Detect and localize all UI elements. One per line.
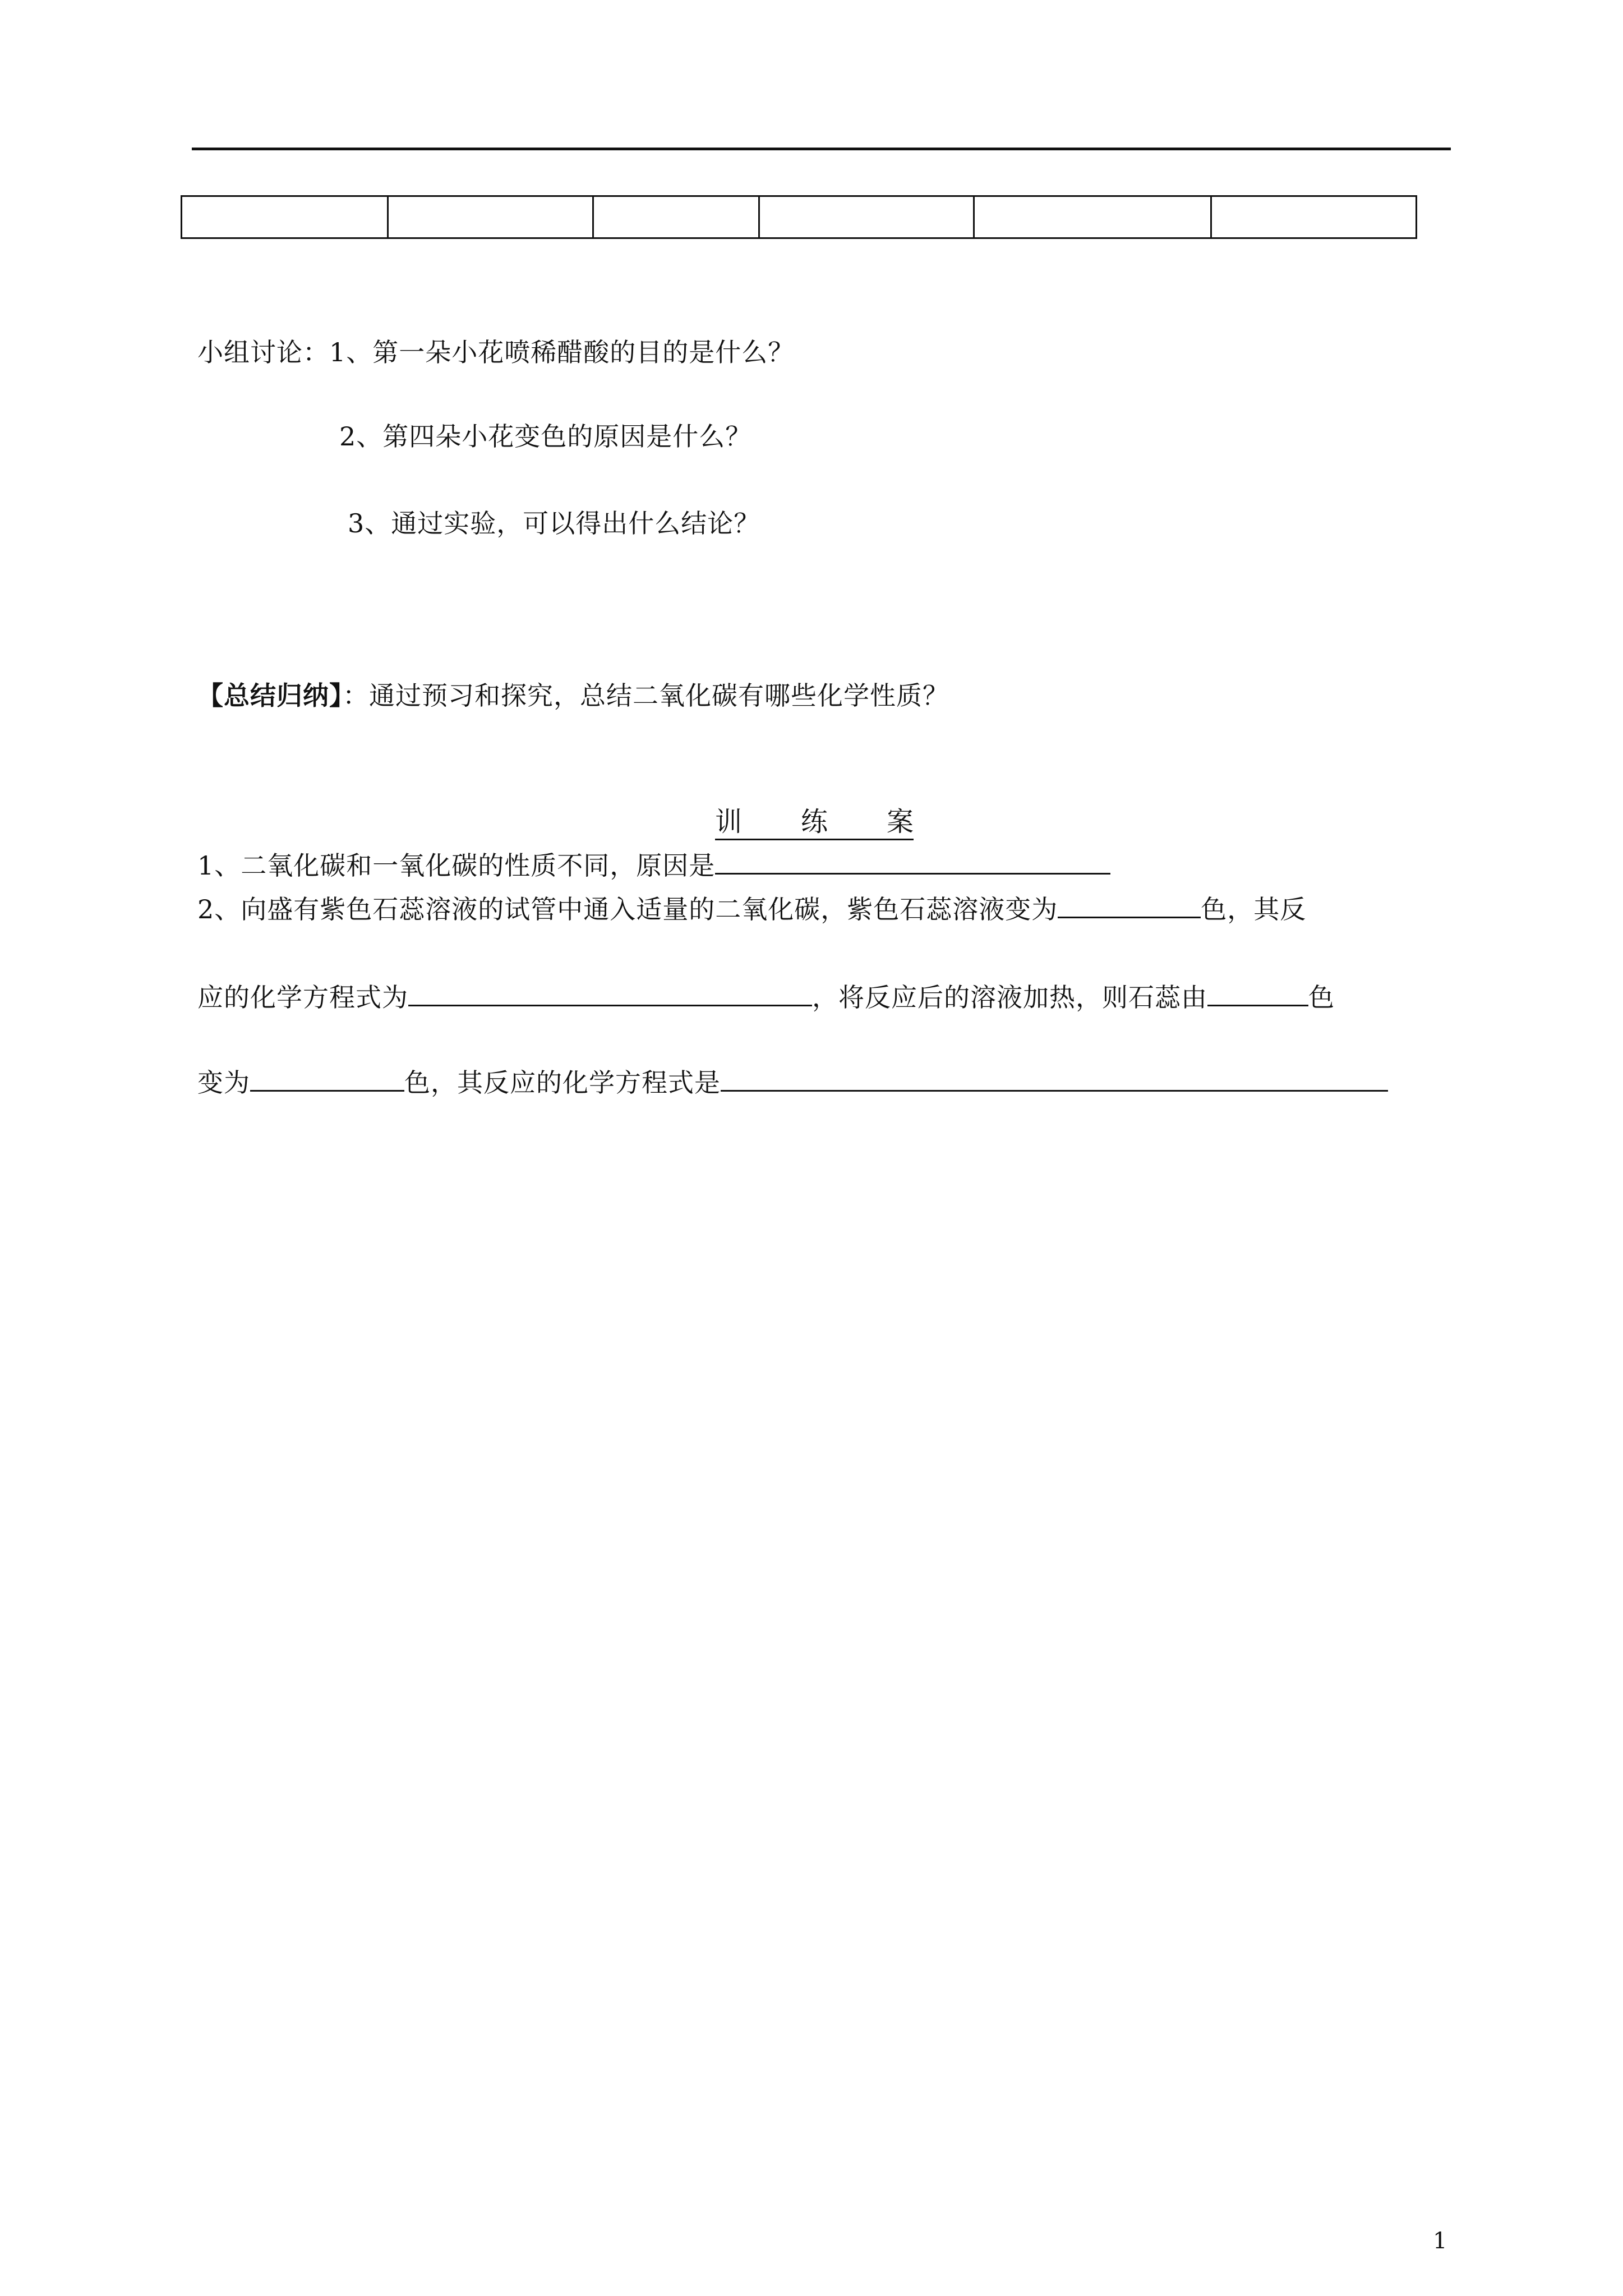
answer-blank[interactable] — [250, 1064, 404, 1092]
discussion-question-3: 3、通过实验，可以得出什么结论？ — [348, 508, 760, 539]
answer-blank[interactable] — [408, 979, 812, 1006]
discussion-question-1 — [197, 335, 794, 369]
page-number: 1 — [1433, 2228, 1447, 2254]
table-cell — [974, 196, 1211, 238]
item2-part7: 色，其反应的化学方程式是 — [404, 1068, 721, 1098]
discussion-question-2: 2、第四朵小花变色的原因是什么？ — [339, 421, 752, 452]
training-item-1 — [197, 847, 1110, 882]
answer-blank[interactable] — [1207, 979, 1308, 1006]
item2-part3: 应的化学方程式为 — [197, 982, 408, 1013]
training-item-2-line-1 — [197, 891, 1306, 926]
table-cell — [182, 196, 388, 238]
table-cell — [759, 196, 974, 238]
header-rule — [192, 148, 1451, 150]
discussion-q1-text: 1、第一朵小花喷稀醋酸的目的是什么？ — [329, 337, 795, 367]
training-title-char: 练 — [801, 806, 828, 838]
item2-part2: 色，其反 — [1201, 894, 1307, 924]
item2-part6: 变为 — [197, 1068, 250, 1098]
summary-line — [197, 679, 949, 712]
item1-text: 1、二氧化碳和一氧化碳的性质不同，原因是 — [197, 850, 716, 881]
item2-part1: 2、向盛有紫色石蕊溶液的试管中通入适量的二氧化碳，紫色石蕊溶液变为 — [197, 894, 1058, 924]
summary-tag: 【总结归纳】 — [197, 680, 343, 711]
discussion-lead: 小组讨论： — [197, 337, 329, 367]
table-cell — [388, 196, 593, 238]
item2-part4: ，将反应后的溶液加热，则石蕊由 — [812, 982, 1207, 1013]
training-title-char: 训 — [715, 806, 743, 838]
summary-text: ：通过预习和探究，总结二氧化碳有哪些化学性质？ — [343, 680, 949, 711]
answer-blank[interactable] — [715, 847, 1110, 875]
training-item-2-line-2 — [197, 979, 1335, 1014]
training-title — [715, 805, 914, 840]
table-cell — [1211, 196, 1417, 238]
answer-blank[interactable] — [1058, 891, 1201, 918]
table-cell — [593, 196, 759, 238]
item2-part5: 色 — [1308, 982, 1335, 1013]
table-row — [182, 196, 1417, 238]
training-title-char: 案 — [887, 806, 914, 838]
training-item-2-line-3 — [197, 1064, 1388, 1099]
experiment-table — [181, 195, 1417, 239]
answer-blank[interactable] — [721, 1064, 1388, 1092]
